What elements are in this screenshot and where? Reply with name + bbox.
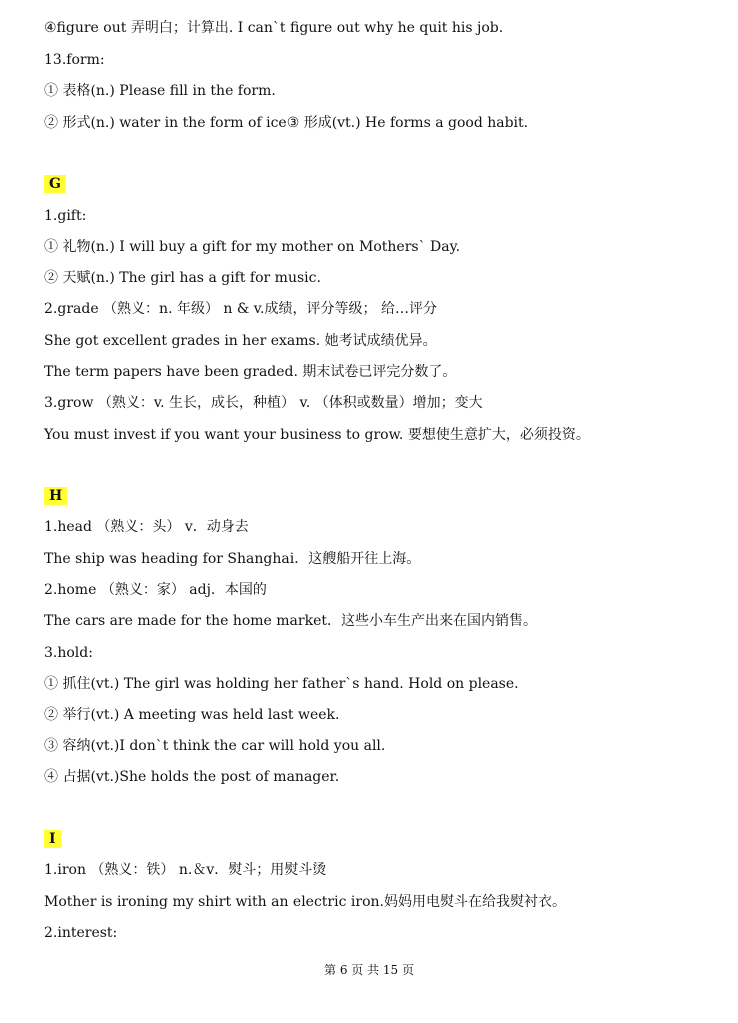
line-form-2: ② 形式(n.) water in the form of ice③ 形成(vt.) He forms a good habit. bbox=[44, 115, 529, 131]
line-gift-1: ① 礼物(n.) I will buy a gift for my mother on Mothers` Day. bbox=[44, 239, 461, 255]
line-1-gift: 1.gift: bbox=[44, 208, 87, 224]
line-hold-3: ③ 容纳(vt.)I don`t think the car will hold you all. bbox=[44, 738, 386, 754]
line-13-form: 13.form: bbox=[44, 52, 105, 68]
line-2-interest: 2.interest: bbox=[44, 925, 118, 941]
line-home-ex: The cars are made for the home market．这些小车生产出来在国内销售。 bbox=[44, 613, 537, 629]
line-form-1: ① 表格(n.) Please fill in the form. bbox=[44, 83, 276, 99]
line-hold-4: ④ 占据(vt.)She holds the post of manager. bbox=[44, 769, 340, 785]
line-1-head: 1.head （熟义：头） v．动身去 bbox=[44, 519, 249, 535]
line-grade-ex2: The term papers have been graded. 期末试卷已评完分数了。 bbox=[44, 364, 457, 380]
line-figure-out: ④figure out 弄明白；计算出. I can`t figure out why he quit his job. bbox=[44, 20, 504, 36]
section-heading-h: H bbox=[44, 487, 67, 505]
line-hold-1: ① 抓住(vt.) The girl was holding her father`s hand. Hold on please. bbox=[44, 676, 519, 692]
section-letter-h bbox=[44, 487, 67, 505]
line-grow-ex: You must invest if you want your business to grow. 要想使生意扩大，必须投资。 bbox=[44, 427, 590, 443]
line-gift-2: ② 天赋(n.) The girl has a gift for music. bbox=[44, 270, 321, 286]
line-iron-ex: Mother is ironing my shirt with an electric iron.妈妈用电熨斗在给我熨衬衣。 bbox=[44, 894, 566, 910]
section-letter-g bbox=[44, 175, 66, 193]
section-heading-g: G bbox=[44, 175, 66, 193]
page-footer: 第 6 页 共 15 页 bbox=[324, 963, 414, 977]
line-head-ex: The ship was heading for Shanghai．这艘船开往上海。 bbox=[44, 551, 421, 567]
line-hold-2: ② 举行(vt.) A meeting was held last week. bbox=[44, 707, 340, 723]
section-letter-i bbox=[44, 830, 61, 848]
line-2-home: 2.home （熟义：家） adj．本国的 bbox=[44, 582, 267, 598]
line-grade-ex1: She got excellent grades in her exams. 她考试成绩优异。 bbox=[44, 333, 437, 349]
line-2-grade: 2.grade （熟义：n. 年级） n & v.成绩，评分等级； 给…评分 bbox=[44, 301, 437, 317]
line-3-grow: 3.grow （熟义：v. 生长，成长，种植） v. （体积或数量）增加；变大 bbox=[44, 395, 483, 411]
line-3-hold: 3.hold: bbox=[44, 645, 93, 661]
section-heading-i: I bbox=[44, 830, 61, 848]
line-1-iron: 1.iron （熟义：铁） n.＆v．熨斗；用熨斗烫 bbox=[44, 862, 327, 878]
